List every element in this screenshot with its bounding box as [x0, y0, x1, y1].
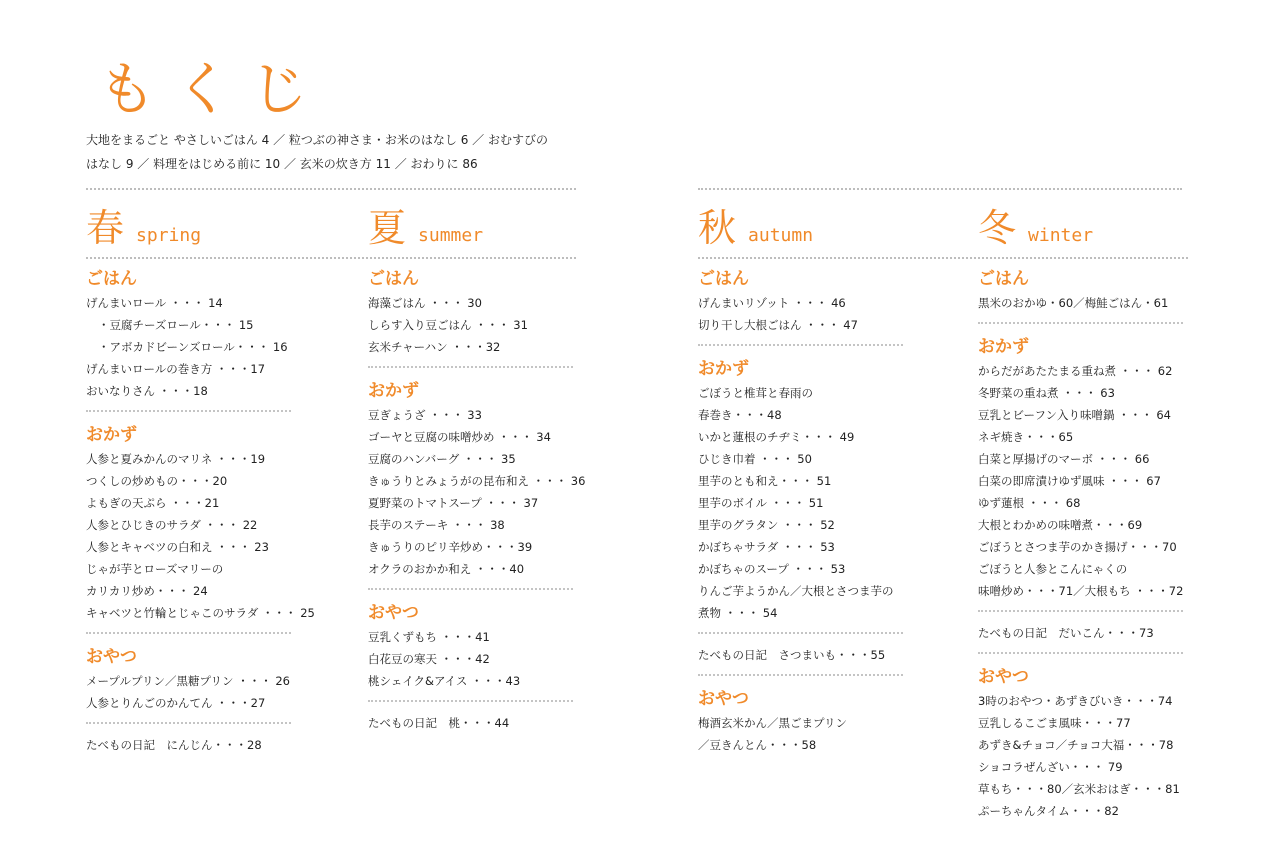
toc-entry[interactable]: ／豆きんとん・・・58 [698, 738, 817, 752]
season-english: winter [1028, 225, 1094, 246]
toc-entry[interactable]: ひじき巾着 ・・・ 50 [698, 452, 812, 466]
season-kanji: 秋 [698, 206, 737, 250]
toc-entry[interactable]: 人参とひじきのサラダ ・・・ 22 [86, 518, 258, 532]
section-heading: ごはん [698, 269, 749, 289]
dotted-separator [368, 588, 573, 590]
toc-entry[interactable]: たべもの日記 桃・・・44 [368, 716, 510, 730]
dotted-separator [368, 700, 573, 702]
toc-entry[interactable]: 豆ぎょうざ ・・・ 33 [368, 408, 482, 422]
toc-entry[interactable]: ネギ焼き・・・65 [978, 430, 1074, 444]
dotted-separator [698, 632, 903, 634]
toc-entry[interactable]: あずき&チョコ／チョコ大福・・・78 [978, 738, 1174, 752]
season-rule-left [86, 257, 576, 259]
toc-entry[interactable]: ごぼうと椎茸と春雨の [698, 386, 813, 400]
toc-entry[interactable]: 海藻ごはん ・・・ 30 [368, 296, 482, 310]
toc-entry[interactable]: げんまいロール ・・・ 14 [86, 296, 223, 310]
toc-entry[interactable]: 人参とキャベツの白和え ・・・ 23 [86, 540, 269, 554]
season-summer [368, 206, 483, 250]
section-heading: ごはん [978, 269, 1029, 289]
toc-entry[interactable]: 豆腐のハンバーグ ・・・ 35 [368, 452, 516, 466]
toc-entry[interactable]: きゅうりのピリ辛炒め・・・39 [368, 540, 533, 554]
toc-entry[interactable]: ごぼうと人参とこんにゃくの [978, 562, 1128, 576]
page-title: もくじ [98, 55, 327, 123]
season-kanji: 冬 [978, 206, 1017, 250]
toc-entry[interactable]: げんまいリゾット ・・・ 46 [698, 296, 846, 310]
toc-entry[interactable]: 春巻き・・・48 [698, 408, 782, 422]
toc-entry[interactable]: つくしの炒めもの・・・20 [86, 474, 228, 488]
dotted-separator [978, 322, 1183, 324]
toc-entry[interactable]: 草もち・・・80／玄米おはぎ・・・81 [978, 782, 1180, 796]
toc-entry[interactable]: 豆乳しるこごま風味・・・77 [978, 716, 1131, 730]
season-english: summer [418, 225, 484, 246]
toc-entry[interactable]: ・豆腐チーズロール・・・ 15 [98, 318, 254, 332]
toc-entry[interactable]: たべもの日記 にんじん・・・28 [86, 738, 262, 752]
dotted-separator [368, 366, 573, 368]
toc-entry[interactable]: ゴーヤと豆腐の味噌炒め ・・・ 34 [368, 430, 551, 444]
dotted-separator [86, 632, 291, 634]
toc-entry[interactable]: おいなりさん ・・・18 [86, 384, 208, 398]
toc-entry[interactable]: オクラのおかか和え ・・・40 [368, 562, 525, 576]
season-autumn [698, 206, 813, 250]
toc-entry[interactable]: りんご芋ようかん／大根とさつま芋の [698, 584, 894, 598]
spring-column [86, 264, 315, 756]
toc-entry[interactable]: しらす入り豆ごはん ・・・ 31 [368, 318, 528, 332]
intro-text [86, 128, 586, 176]
top-rule-right [698, 188, 1182, 190]
intro-line: 大地をまるごと やさしいごはん 4 ／ 粒つぶの神さま・お米のはなし 6 ／ おむすびの [86, 133, 548, 147]
top-rule-left [86, 188, 576, 190]
toc-entry[interactable]: 黒米のおかゆ・60／梅鮭ごはん・61 [978, 296, 1169, 310]
toc-entry[interactable]: ゆず蓮根 ・・・ 68 [978, 496, 1081, 510]
season-kanji: 春 [86, 206, 125, 250]
toc-entry[interactable]: カリカリ炒め・・・ 24 [86, 584, 208, 598]
season-english: autumn [748, 225, 814, 246]
section-heading: おやつ [978, 667, 1029, 687]
section-heading: ごはん [86, 269, 137, 289]
toc-entry[interactable]: からだがあたたまる重ね煮 ・・・ 62 [978, 364, 1173, 378]
toc-entry[interactable]: 煮物 ・・・ 54 [698, 606, 778, 620]
toc-entry[interactable]: ごぼうとさつま芋のかき揚げ・・・70 [978, 540, 1177, 554]
toc-entry[interactable]: 白菜と厚揚げのマーボ ・・・ 66 [978, 452, 1150, 466]
toc-entry[interactable]: 3時のおやつ・あずきびいき・・・74 [978, 694, 1173, 708]
toc-entry[interactable]: 桃シェイク&アイス ・・・43 [368, 674, 521, 688]
section-heading: おかず [698, 359, 749, 379]
section-heading: おかず [86, 425, 137, 445]
dotted-separator [86, 410, 291, 412]
toc-entry[interactable]: ショコラぜんざい・・・ 79 [978, 760, 1123, 774]
season-spring [86, 206, 201, 250]
dotted-separator [978, 610, 1183, 612]
toc-entry[interactable]: ・アボカドビーンズロール・・・ 16 [98, 340, 288, 354]
toc-entry[interactable]: ぷーちゃんタイム・・・82 [978, 804, 1119, 818]
intro-line: はなし 9 ／ 料理をはじめる前に 10 ／ 玄米の炊き方 11 ／ おわりに 86 [86, 157, 478, 171]
toc-entry[interactable]: たべもの日記 さつまいも・・・55 [698, 648, 886, 662]
toc-entry[interactable]: 白菜の即席漬けゆず風味 ・・・ 67 [978, 474, 1161, 488]
season-winter [978, 206, 1093, 250]
season-english: spring [136, 225, 202, 246]
toc-entry[interactable]: 冬野菜の重ね煮 ・・・ 63 [978, 386, 1115, 400]
toc-entry[interactable]: 味噌炒め・・・71／大根もち ・・・72 [978, 584, 1184, 598]
toc-entry[interactable]: たべもの日記 だいこん・・・73 [978, 626, 1154, 640]
toc-entry[interactable]: メープルプリン／黒糖プリン ・・・ 26 [86, 674, 290, 688]
toc-entry[interactable]: 大根とわかめの味噌煮・・・69 [978, 518, 1143, 532]
toc-entry[interactable]: 里芋のグラタン ・・・ 52 [698, 518, 835, 532]
toc-entry[interactable]: 夏野菜のトマトスープ ・・・ 37 [368, 496, 539, 510]
section-heading: おやつ [368, 603, 419, 623]
toc-entry[interactable]: 切り干し大根ごはん ・・・ 47 [698, 318, 858, 332]
winter-column [978, 264, 1183, 822]
toc-entry[interactable]: きゅうりとみょうがの昆布和え ・・・ 36 [368, 474, 586, 488]
dotted-separator [698, 674, 903, 676]
toc-entry[interactable]: かぼちゃサラダ ・・・ 53 [698, 540, 835, 554]
autumn-column [698, 264, 903, 756]
dotted-separator [86, 722, 291, 724]
toc-entry[interactable]: 豆乳くずもち ・・・41 [368, 630, 490, 644]
section-heading: おかず [368, 381, 419, 401]
toc-entry[interactable]: げんまいロールの巻き方 ・・・17 [86, 362, 266, 376]
section-heading: おかず [978, 337, 1029, 357]
toc-entry[interactable]: 人参と夏みかんのマリネ ・・・19 [86, 452, 266, 466]
dotted-separator [978, 652, 1183, 654]
toc-entry[interactable]: いかと蓮根のチヂミ・・・ 49 [698, 430, 855, 444]
toc-entry[interactable]: 玄米チャーハン ・・・32 [368, 340, 501, 354]
section-heading: ごはん [368, 269, 419, 289]
section-heading: おやつ [698, 689, 749, 709]
toc-entry[interactable]: かぼちゃのスープ ・・・ 53 [698, 562, 846, 576]
toc-entry[interactable]: 長芋のステーキ ・・・ 38 [368, 518, 505, 532]
season-kanji: 夏 [368, 206, 407, 250]
dotted-separator [698, 344, 903, 346]
section-heading: おやつ [86, 647, 137, 667]
toc-entry[interactable]: 里芋のボイル ・・・ 51 [698, 496, 824, 510]
toc-entry[interactable]: 豆乳とビーフン入り味噌鍋 ・・・ 64 [978, 408, 1171, 422]
toc-entry[interactable]: 里芋のとも和え・・・ 51 [698, 474, 832, 488]
season-rule-right [698, 257, 1188, 259]
toc-entry[interactable]: じゃが芋とローズマリーの [86, 562, 224, 576]
summer-column [368, 264, 585, 734]
toc-entry[interactable]: 梅酒玄米かん／黒ごまプリン [698, 716, 848, 730]
toc-entry[interactable]: 白花豆の寒天 ・・・42 [368, 652, 490, 666]
toc-entry[interactable]: キャベツと竹輪とじゃこのサラダ ・・・ 25 [86, 606, 315, 620]
toc-entry[interactable]: 人参とりんごのかんてん ・・・27 [86, 696, 266, 710]
toc-entry[interactable]: よもぎの天ぷら ・・・21 [86, 496, 220, 510]
